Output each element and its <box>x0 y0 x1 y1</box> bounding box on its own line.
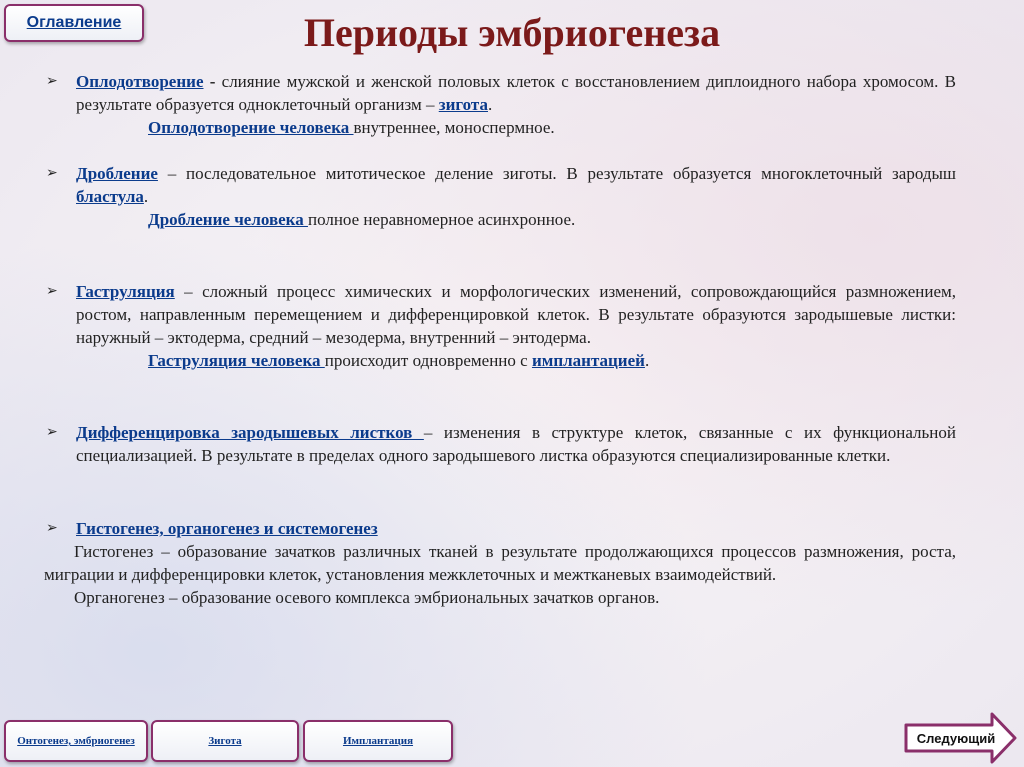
zygote-nav-button[interactable] <box>151 720 299 762</box>
section-gastrulation <box>46 280 956 349</box>
implantation-link[interactable]: имплантацией <box>531 351 645 370</box>
arrow-bullet-icon: ➢ <box>46 283 58 299</box>
fertilization-text: слияние мужской и женской половых клеток с восстановлением диплоидного набора хромосом. В результате образуется одноклеточный организм – <box>76 72 956 114</box>
fertilization-end: . <box>488 95 493 114</box>
gastrulation-human-text: происходит одновременно с <box>324 351 532 370</box>
cleavage-human-term: Дробление человека <box>148 210 308 229</box>
implantation-nav-label: Имплантация <box>342 735 414 747</box>
section-differentiation <box>46 421 956 467</box>
table-of-contents-label: Оглавление <box>26 14 122 31</box>
cleavage-term: Дробление <box>76 164 158 183</box>
arrow-bullet-icon: ➢ <box>46 73 58 89</box>
gastrulation-human-term: Гаструляция человека <box>148 351 325 370</box>
section-cleavage <box>46 162 956 208</box>
arrow-bullet-icon: ➢ <box>46 165 58 181</box>
main-content <box>46 70 956 609</box>
fertilization-term: Оплодотворение <box>76 72 204 91</box>
arrow-bullet-icon: ➢ <box>46 520 58 536</box>
zygote-link[interactable]: зигота <box>438 95 488 114</box>
differentiation-term: Дифференцировка зародышевых листков <box>76 423 424 442</box>
histogenesis-term: Гистогенез, органогенез и системогенез <box>76 519 378 538</box>
fertilization-dash: - <box>203 72 222 91</box>
cleavage-end: . <box>143 187 149 206</box>
cleavage-human-text: полное неравномерное асинхронное. <box>307 210 576 229</box>
ontogenesis-nav-button[interactable] <box>4 720 148 762</box>
gastrulation-term: Гаструляция <box>76 282 175 301</box>
blastula-link[interactable]: бластула <box>76 187 144 206</box>
cleavage-text: – последовательное митотическое деление зиготы. В результате образуется многоклеточный зародыш <box>157 164 956 183</box>
fertilization-human-term: Оплодотворение человека <box>148 118 354 137</box>
section-histogenesis <box>46 517 956 540</box>
fertilization-human-line <box>46 116 956 139</box>
cleavage-human-line <box>46 208 956 231</box>
implantation-nav-button[interactable] <box>303 720 453 762</box>
histogenesis-paragraph: Гистогенез – образование зачатков различных тканей в результате продолжающихся процессов размножения, роста, миграции и дифференцировки клеток, установления межклеточных и межтканевых взаимодействий. <box>44 542 956 584</box>
next-button-label: Следующий <box>916 731 996 746</box>
zygote-nav-label: Зигота <box>208 735 242 747</box>
ontogenesis-nav-label: Онтогенез, эмбриогенез <box>17 735 135 747</box>
fertilization-human-text: внутреннее, моноспермное. <box>353 118 555 137</box>
gastrulation-human-end: . <box>644 351 650 370</box>
differentiation-text: – изменения в структуре клеток, связанные с их функциональной специализацией. В результате в пределах одного зародышевого листка образуются специализированные клетки. <box>76 423 956 465</box>
page-title: Периоды эмбриогенеза <box>303 10 721 55</box>
next-button[interactable] <box>902 711 1018 765</box>
arrow-bullet-icon: ➢ <box>46 424 58 440</box>
gastrulation-text: – сложный процесс химических и морфологических изменений, сопровождающийся размножением, ростом, направленным перемещением и дифференцировкой клеток. В результате образуются зародышевые листки: наружный – эктодерма, средний – мезодерма, внутренний – энтодерма. <box>76 282 956 347</box>
gastrulation-human-line <box>46 349 956 372</box>
section-fertilization <box>46 70 956 116</box>
organogenesis-paragraph: Органогенез – образование осевого комплекса эмбриональных зачатков органов. <box>74 588 660 607</box>
